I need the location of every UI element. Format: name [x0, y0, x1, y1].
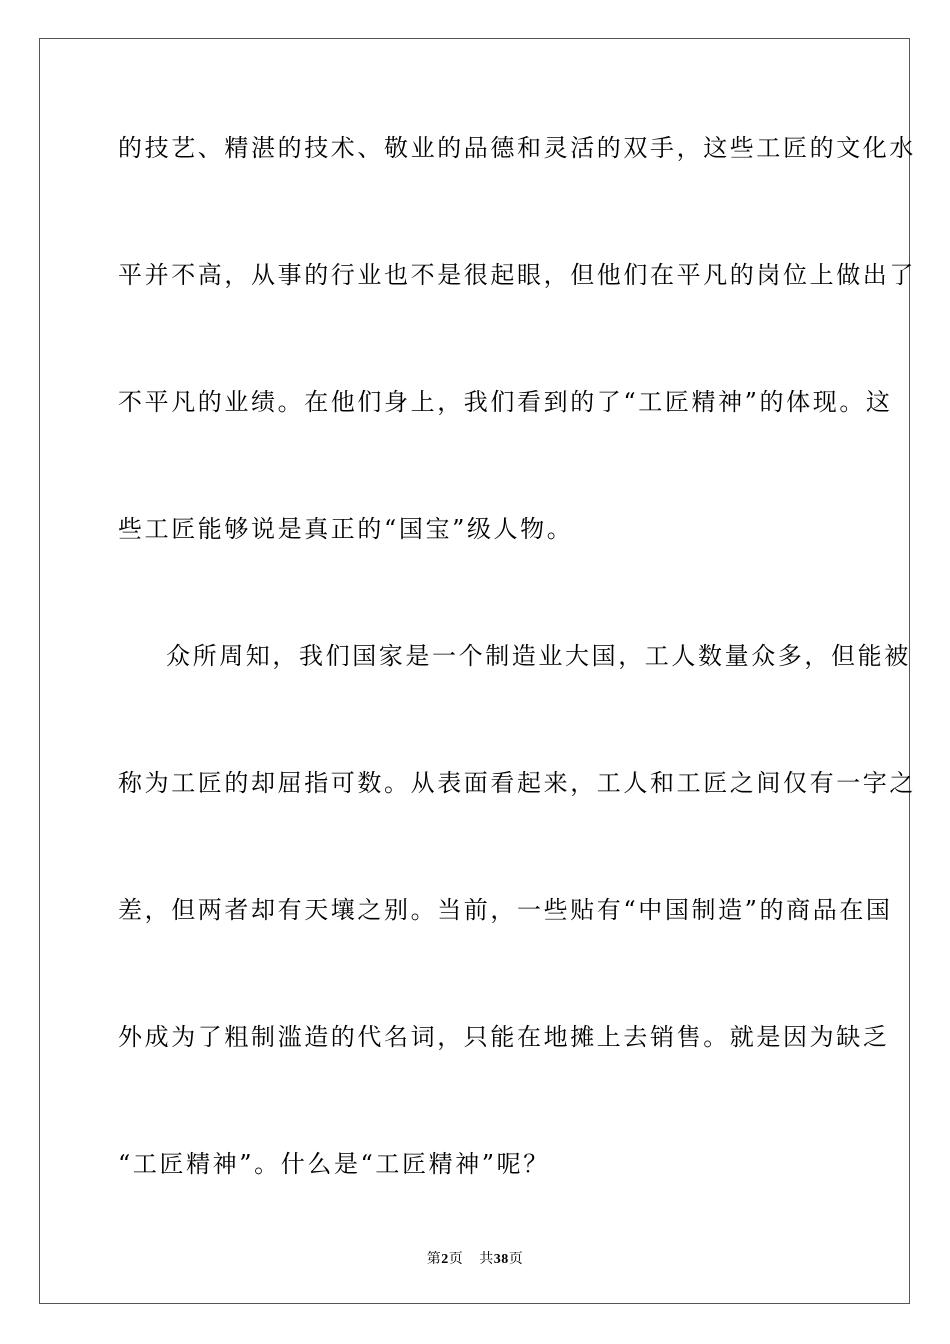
text-line: 差，但两者却有天壤之别。当前，一些贴有“中国制造”的商品在国 [118, 896, 893, 924]
text-line: 的技艺、精湛的技术、敬业的品德和灵活的双手，这些工匠的文化水 [118, 134, 916, 162]
page-suffix: 页 [448, 1252, 464, 1267]
text-line: 些工匠能够说是真正的“国宝”级人物。 [118, 515, 574, 543]
page-prefix: 第 [426, 1252, 442, 1267]
text-line: 不平凡的业绩。在他们身上，我们看到的了“工匠精神”的体现。这 [118, 388, 893, 416]
paragraph-first-line: 众所周知，我们国家是一个制造业大国，工人数量众多，但能被 [166, 642, 911, 670]
total-pages: 38 [493, 1252, 509, 1267]
text-line: “工匠精神”。什么是“工匠精神”呢？ [118, 1150, 550, 1178]
total-prefix: 共 [479, 1252, 494, 1267]
text-line: 平并不高，从事的行业也不是很起眼，但他们在平凡的岗位上做出了 [118, 261, 916, 289]
page-number: 2 [441, 1252, 449, 1267]
total-suffix: 页 [508, 1252, 524, 1267]
text-line: 外成为了粗制滥造的代名词，只能在地摊上去销售。就是因为缺乏 [118, 1023, 890, 1051]
page-footer [0, 1248, 950, 1268]
document-body [118, 118, 916, 1261]
text-line: 称为工匠的却屈指可数。从表面看起来，工人和工匠之间仅有一字之 [118, 769, 916, 797]
